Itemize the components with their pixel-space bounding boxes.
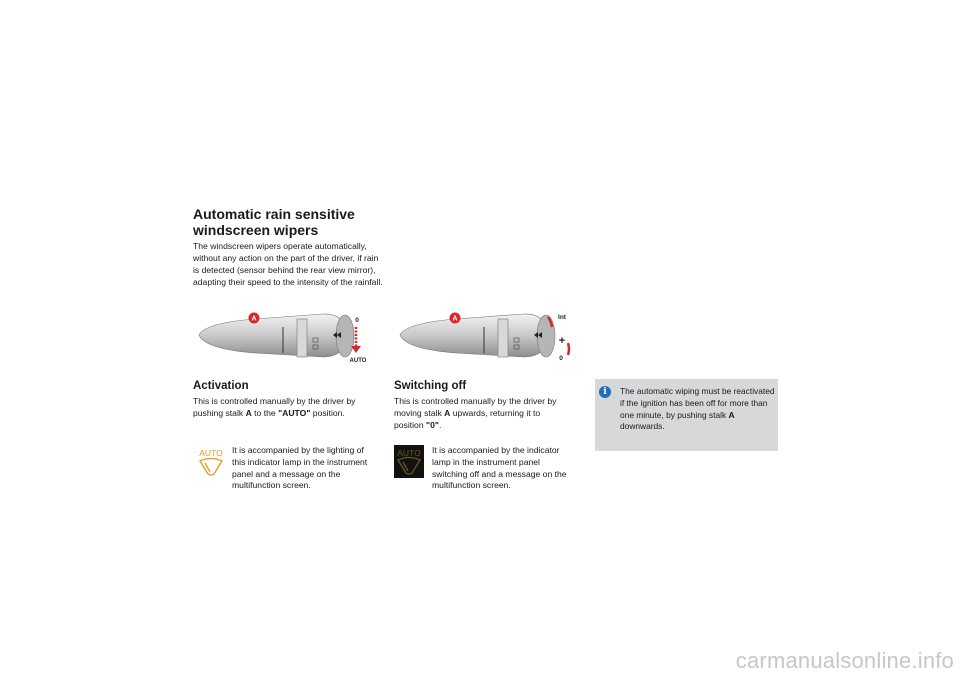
switching-off-text-pre: This is controlled manually by the driver by moving stalk	[394, 396, 557, 418]
watermark: carmanualsonline.info	[735, 648, 954, 673]
info-text-pre: The automatic wiping must be reactivated if the ignition has been off for more than one minute, by pushing stalk	[620, 386, 775, 420]
info-text	[620, 386, 775, 433]
switching-off-text-post: .	[438, 419, 442, 430]
info-icon: i	[599, 386, 611, 398]
activation-heading: Activation	[193, 380, 249, 392]
stalk-right-label-a: A	[452, 315, 458, 323]
stalk-left-label-auto: AUTO	[349, 358, 367, 364]
activation-text-post: position.	[310, 407, 345, 418]
activation-stalk-a: A	[245, 407, 252, 418]
activation-text-mid: to the	[251, 407, 279, 418]
activation-lamp-label: AUTO	[199, 448, 223, 458]
auto-wiper-lamp-icon	[196, 446, 226, 480]
info-stalk-a: A	[728, 409, 735, 420]
activation-lamp-text: It is accompanied by the lighting of this indicator lamp in the instrument panel and a message on the multifunction screen.	[232, 445, 368, 491]
intro-paragraph: The windscreen wipers operate automatically, without any action on the part of the driver, if rain is detected (sensor behind the rear view mirror), adapting their speed to the intensity of the rainfall.	[193, 241, 383, 287]
stalk-right-label-int: Int	[558, 314, 566, 321]
activation-auto-position: "AUTO"	[278, 407, 311, 418]
info-text-post: downwards.	[620, 421, 665, 432]
activation-text-pre: This is controlled manually by the driver by pushing stalk	[193, 396, 356, 418]
auto-wiper-lamp-off-panel	[394, 445, 424, 478]
stalk-left-label-0: 0	[355, 317, 359, 324]
switching-off-text-mid: upwards, returning it to position	[394, 407, 541, 430]
switching-off-zero-position: "0"	[426, 419, 439, 430]
auto-wiper-lamp-off-icon	[394, 445, 424, 478]
stalk-left-label-a: A	[251, 315, 257, 323]
switching-off-text	[394, 396, 570, 431]
switching-off-stalk-a: A	[444, 407, 451, 418]
title-line-1: Automatic rain sensitive	[193, 206, 355, 222]
svg-text:+: +	[558, 335, 566, 347]
wiper-stalk-off-illustration	[396, 305, 576, 365]
switching-off-lamp-label: AUTO	[397, 448, 421, 458]
title-line-2: windscreen wipers	[193, 222, 319, 238]
switching-off-heading: Switching off	[394, 380, 467, 392]
stalk-right-label-0: 0	[559, 355, 563, 362]
activation-text	[193, 396, 373, 420]
switching-off-lamp-text: It is accompanied by the indicator lamp in the instrument panel switching off and a message on the multifunction screen.	[432, 445, 567, 491]
wiper-stalk-auto-illustration	[195, 305, 375, 365]
page-title	[193, 206, 393, 238]
